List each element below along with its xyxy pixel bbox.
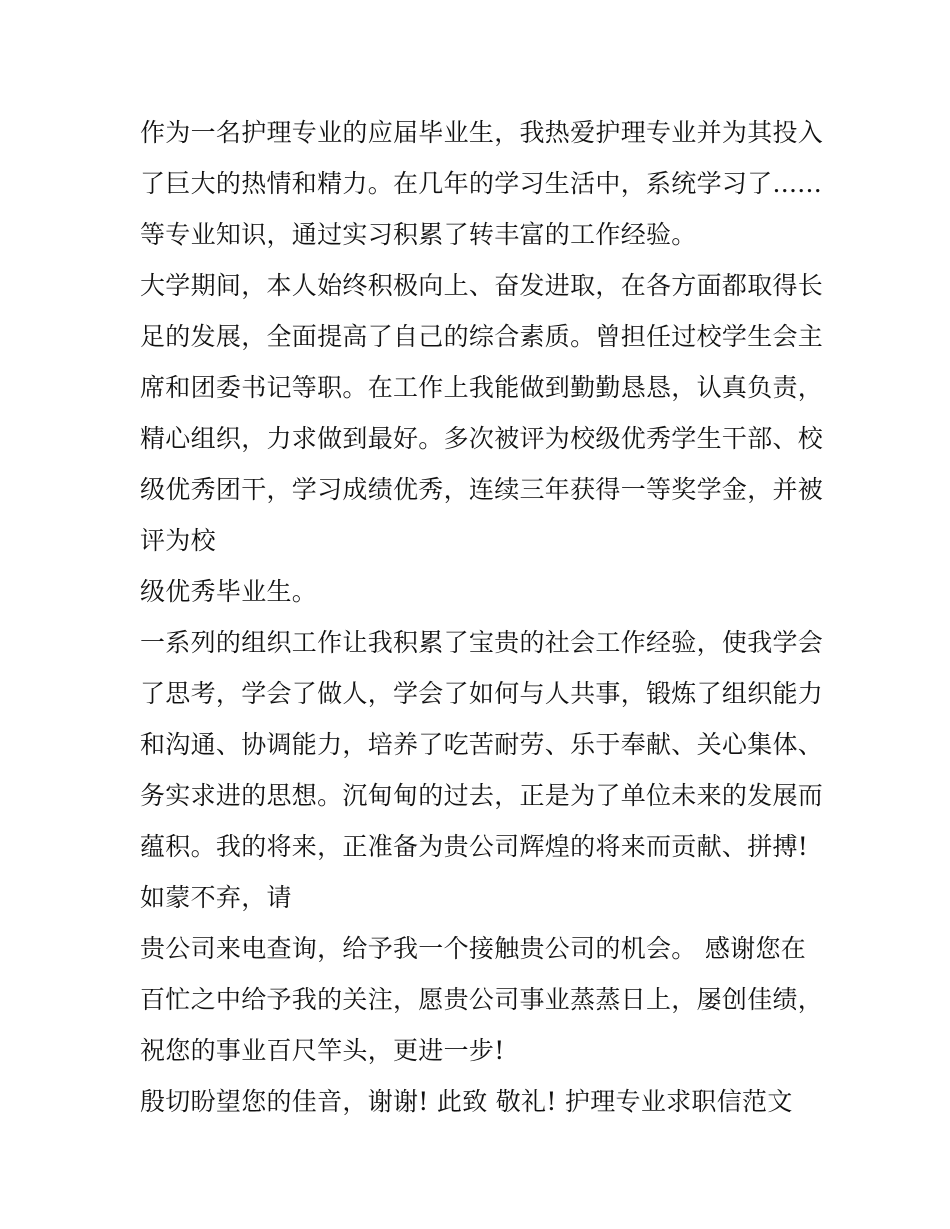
text-line-2: 了巨大的热情和精力。在几年的学习生活中，系统学习了...... bbox=[140, 169, 822, 198]
text-line-9: 评为校 bbox=[140, 526, 216, 555]
text-line-20: 殷切盼望您的佳音，谢谢! 此致 敬礼! 护理专业求职信范文 bbox=[140, 1087, 793, 1116]
text-line-17: 贵公司来电查询，给予我一个接触贵公司的机会。 感谢您在 bbox=[140, 934, 807, 963]
text-line-5: 足的发展，全面提高了自己的综合素质。曾担任过校学生会主 bbox=[140, 322, 824, 351]
text-line-1: 作为一名护理专业的应届毕业生，我热爱护理专业并为其投入 bbox=[140, 118, 824, 147]
text-line-8: 级优秀团干，学习成绩优秀，连续三年获得一等奖学金，并被 bbox=[140, 475, 824, 504]
text-line-19: 祝您的事业百尺竿头，更进一步! bbox=[140, 1036, 505, 1065]
text-line-6: 席和团委书记等职。在工作上我能做到勤勤恳恳，认真负责， bbox=[140, 373, 824, 402]
text-line-7: 精心组织，力求做到最好。多次被评为校级优秀学生干部、校 bbox=[140, 424, 824, 453]
text-line-3: 等专业知识，通过实习积累了转丰富的工作经验。 bbox=[140, 220, 697, 249]
text-line-12: 了思考，学会了做人，学会了如何与人共事，锻炼了组织能力 bbox=[140, 679, 824, 708]
text-line-18: 百忙之中给予我的关注，愿贵公司事业蒸蒸日上，屡创佳绩， bbox=[140, 985, 824, 1014]
text-line-15: 蕴积。我的将来，正准备为贵公司辉煌的将来而贡献、拼搏! bbox=[140, 832, 809, 861]
letter-body bbox=[140, 107, 830, 1127]
text-line-11: 一系列的组织工作让我积累了宝贵的社会工作经验，使我学会 bbox=[140, 628, 824, 657]
text-line-4: 大学期间，本人始终积极向上、奋发进取，在各方面都取得长 bbox=[140, 271, 824, 300]
text-line-10: 级优秀毕业生。 bbox=[140, 577, 318, 606]
text-line-14: 务实求进的思想。沉甸甸的过去，正是为了单位未来的发展而 bbox=[140, 781, 824, 810]
text-line-13: 和沟通、协调能力，培养了吃苦耐劳、乐于奉献、关心集体、 bbox=[140, 730, 824, 759]
text-line-16: 如蒙不弃，请 bbox=[140, 883, 292, 912]
